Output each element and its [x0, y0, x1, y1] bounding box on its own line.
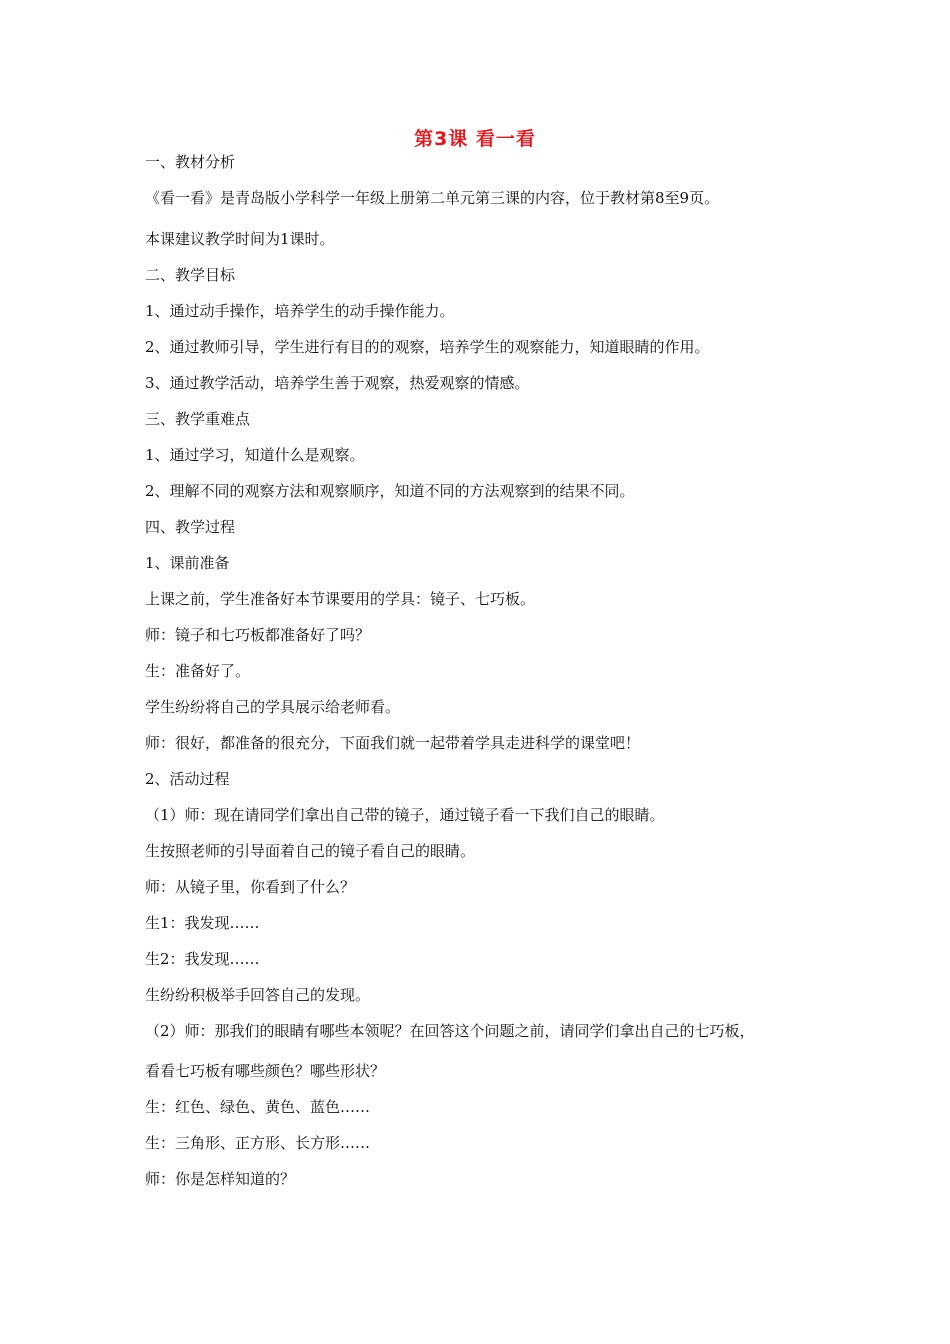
dialogue-line: 生2：我发现……: [145, 950, 260, 968]
sub-heading: 1、课前准备: [145, 554, 230, 572]
dialogue-line: 生：三角形、正方形、长方形……: [145, 1134, 371, 1152]
paragraph: 生按照老师的引导面着自己的镜子看自己的眼睛。: [145, 842, 476, 860]
dialogue-line: 师：镜子和七巧板都准备好了吗？: [145, 626, 371, 644]
paragraph: 生纷纷积极举手回答自己的发现。: [145, 986, 371, 1004]
paragraph: 学生纷纷将自己的学具展示给老师看。: [145, 698, 401, 716]
list-item: 1、通过动手操作，培养学生的动手操作能力。: [145, 302, 455, 320]
paragraph: 上课之前，学生准备好本节课要用的学具：镜子、七巧板。: [145, 590, 536, 608]
dialogue-line: （1）师：现在请同学们拿出自己带的镜子，通过镜子看一下我们自己的眼睛。: [145, 806, 665, 824]
list-item: 1、通过学习，知道什么是观察。: [145, 446, 365, 464]
dialogue-line: 师：你是怎样知道的？: [145, 1170, 296, 1188]
list-item: 3、通过教学活动，培养学生善于观察，热爱观察的情感。: [145, 374, 530, 392]
dialogue-line: 生：红色、绿色、黄色、蓝色……: [145, 1098, 371, 1116]
section-heading: 二、教学目标: [145, 266, 236, 284]
list-item: 2、通过教师引导，学生进行有目的的观察，培养学生的观察能力，知道眼睛的作用。: [145, 338, 710, 356]
dialogue-line: 看看七巧板有哪些颜色？哪些形状？: [145, 1062, 386, 1080]
section-heading: 四、教学过程: [145, 518, 236, 536]
dialogue-line: 师：从镜子里，你看到了什么？: [145, 878, 356, 896]
paragraph: 《看一看》是青岛版小学科学一年级上册第二单元第三课的内容，位于教材第8至9页。: [145, 189, 720, 207]
list-item: 2、理解不同的观察方法和观察顺序，知道不同的方法观察到的结果不同。: [145, 482, 635, 500]
dialogue-line: （2）师：那我们的眼睛有哪些本领呢？在回答这个问题之前，请同学们拿出自己的七巧板，: [145, 1022, 755, 1040]
section-heading: 一、教材分析: [145, 153, 236, 171]
dialogue-line: 生1：我发现……: [145, 914, 260, 932]
page-title: 第3课 看一看: [414, 128, 536, 150]
section-heading: 三、教学重难点: [145, 410, 251, 428]
dialogue-line: 生：准备好了。: [145, 662, 251, 680]
dialogue-line: 师：很好，都准备的很充分，下面我们就一起带着学具走进科学的课堂吧！: [145, 734, 641, 752]
paragraph: 本课建议教学时间为1课时。: [145, 230, 335, 248]
sub-heading: 2、活动过程: [145, 770, 230, 788]
